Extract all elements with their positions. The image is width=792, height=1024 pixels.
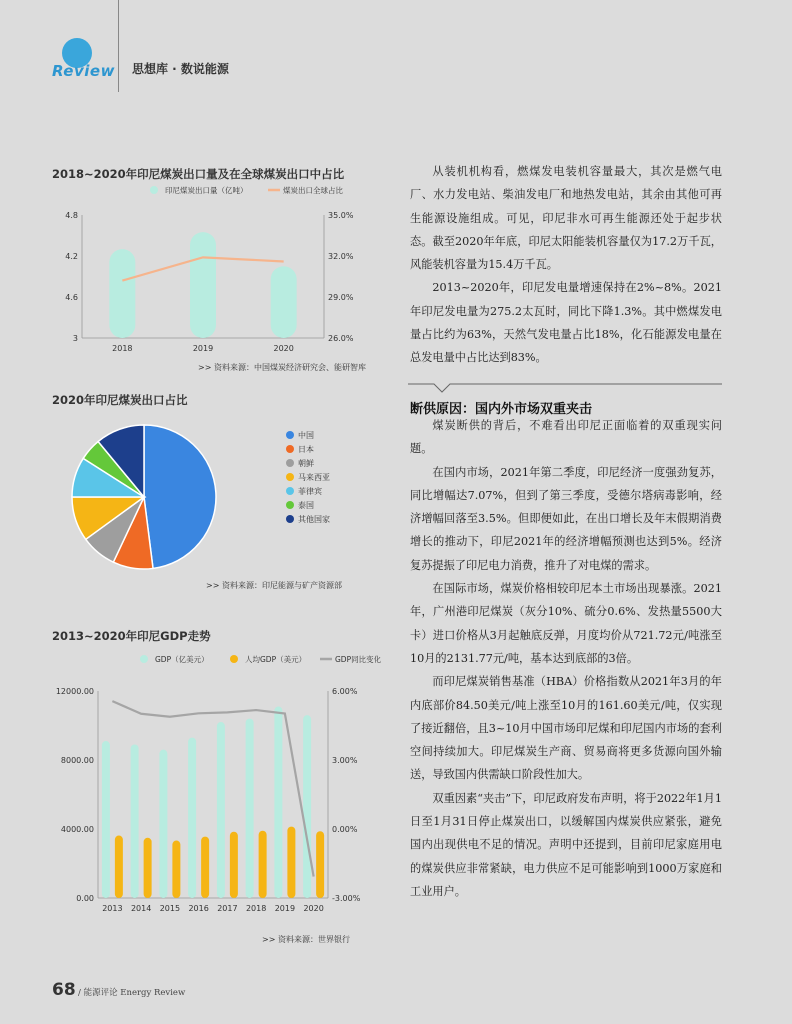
bar <box>131 744 139 898</box>
legend-swatch <box>230 655 238 663</box>
footer-text: / 能源评论 Energy Review <box>78 988 186 998</box>
y2-tick-label: 29.0% <box>328 293 354 302</box>
bar <box>144 838 152 898</box>
legend-label: 菲律宾 <box>298 487 322 496</box>
y-tick-label: 4000.00 <box>60 825 94 834</box>
legend-swatch <box>286 473 294 481</box>
chart1-svg <box>52 180 392 380</box>
bar <box>190 232 216 338</box>
legend-label: 煤炭出口全球占比 <box>283 186 343 195</box>
bar <box>109 249 135 338</box>
legend-label: 其他国家 <box>298 515 330 524</box>
body-column-bottom <box>410 414 722 903</box>
legend-swatch <box>286 459 294 467</box>
bar <box>230 832 238 898</box>
paragraph: 双重因素“夹击”下，印尼政府发布声明，将于2022年1月1日至1月31日停止煤炭出口，以缓解国内煤炭供应紧张，避免国内出现供电不足的情况。声明中还提到，目前印尼家庭用电的煤炭供应非常紧缺，电力供应不足可能影响到1000万家庭和工业用户。 <box>410 791 722 898</box>
chart2-title: 2020年印尼煤炭出口占比 <box>52 393 188 407</box>
bar <box>303 715 311 898</box>
bar <box>172 841 180 898</box>
legend-label: 日本 <box>298 445 314 454</box>
bar <box>259 831 267 898</box>
bar <box>287 827 295 898</box>
y2-tick-label: 26.0% <box>328 334 354 343</box>
bar <box>188 738 196 898</box>
y-tick-label: 4.2 <box>65 252 78 261</box>
paragraph: 在国内市场，2021年第二季度，印尼经济一度强劲复苏，同比增幅达7.07%，但到了第三季度，受德尔塔病毒影响，经济增幅回落至3.5%。但即便如此，在出口增长及年末假期消费增长的推动下，印尼2021年的经济增幅预测也达到5%。经济复苏提振了印尼电力消费，推升了对电煤的需求。 <box>410 465 722 572</box>
legend-label: GDP同比变化 <box>335 655 382 664</box>
x-tick-label: 2018 <box>245 904 267 913</box>
legend-swatch <box>286 431 294 439</box>
chart2-source: >> 资料来源：印尼能源与矿产资源部 <box>206 581 342 590</box>
bar <box>274 707 282 898</box>
legend-swatch <box>286 445 294 453</box>
x-tick-label: 2019 <box>192 344 214 353</box>
y2-tick-label: 35.0% <box>328 211 354 220</box>
legend-swatch <box>286 487 294 495</box>
section-heading: 断供原因：国内外市场双重夹击 <box>410 402 593 417</box>
y2-tick-label: 3.00% <box>332 756 358 765</box>
y-tick-label: 8000.00 <box>60 756 94 765</box>
series-line <box>112 701 313 876</box>
legend-label: 人均GDP（美元） <box>245 655 307 664</box>
chart3-svg <box>52 644 392 924</box>
x-tick-label: 2019 <box>274 904 296 913</box>
x-tick-label: 2020 <box>303 904 324 913</box>
bar <box>271 266 297 338</box>
chart2-svg <box>52 410 392 580</box>
section-divider <box>408 382 722 396</box>
page-number: 68 <box>52 980 76 1000</box>
y2-tick-label: 6.00% <box>332 687 358 696</box>
y-tick-label: 4.8 <box>65 211 78 220</box>
x-tick-label: 2013 <box>102 904 123 913</box>
section-title: 思想库 · 数说能源 <box>132 62 229 76</box>
bar <box>316 831 324 898</box>
legend-swatch <box>286 501 294 509</box>
x-tick-label: 2015 <box>159 904 181 913</box>
bar <box>159 750 167 898</box>
pie-slice <box>144 425 216 568</box>
legend-label: GDP（亿美元） <box>155 655 209 664</box>
legend-swatch <box>140 655 148 663</box>
header-rule <box>118 0 119 92</box>
y2-tick-label: -3.00% <box>332 894 361 903</box>
chart3-source: >> 资料来源：世界银行 <box>262 935 350 944</box>
chart1-title: 2018~2020年印尼煤炭出口量及在全球煤炭出口中占比 <box>52 167 345 181</box>
body-column-top <box>410 160 722 370</box>
x-tick-label: 2018 <box>112 344 133 353</box>
y-tick-label: 0.00 <box>76 894 94 903</box>
legend-label: 印尼煤炭出口量（亿吨） <box>165 186 248 195</box>
legend-swatch <box>286 515 294 523</box>
legend-label: 马来西亚 <box>298 473 330 482</box>
logo-text: Review <box>52 62 115 80</box>
legend-label: 中国 <box>298 431 314 440</box>
y2-tick-label: 0.00% <box>332 825 358 834</box>
paragraph: 在国际市场，煤炭价格相较印尼本土市场出现暴涨。2021年，广州港印尼煤炭（灰分10%、硫分0.6%、发热量5500大卡）进口价格从3月起触底反弹，月度均价从721.72元/吨涨至10月的2131.77元/吨，基本达到底部的3倍。 <box>410 582 722 665</box>
bar <box>102 741 110 898</box>
bar <box>201 837 209 898</box>
chart1-source: >> 资料来源：中国煤炭经济研究会、能研智库 <box>198 363 366 372</box>
legend-swatch <box>150 186 158 194</box>
paragraph: 而印尼煤炭销售基准（HBA）价格指数从2021年3月的年内底部价84.50美元/吨上涨至10月的161.60美元/吨，仅实现了接近翻倍，且3~10月中国市场印尼煤和印尼国内市场的套利空间持续加大。印尼煤炭生产商、贸易商将更多货源向国外输送，导致国内供需缺口阶段性加大。 <box>410 675 722 782</box>
bar <box>217 722 225 898</box>
chart3-title: 2013~2020年印尼GDP走势 <box>52 629 211 643</box>
x-tick-label: 2017 <box>217 904 238 913</box>
x-tick-label: 2014 <box>130 904 152 913</box>
x-tick-label: 2016 <box>188 904 209 913</box>
y-tick-label: 3 <box>72 334 78 343</box>
paragraph: 从装机机构看，燃煤发电装机容量最大，其次是燃气电厂、水力发电站、柴油发电厂和地热发电站，其余由其他可再生能源设施组成。可见，印尼非水可再生能源还处于起步状态。截至2020年年底，印尼太阳能装机容量仅为17.2万千瓦，风能装机容量为15.4万千瓦。 <box>410 165 722 272</box>
paragraph: 2013~2020年，印尼发电量增速保持在2%~8%。2021年印尼发电量为275.2太瓦时，同比下降1.3%。其中燃煤发电量占比约为63%，天然气发电量占比18%，化石能源发电量在总发电量中占比达到83%。 <box>410 281 722 365</box>
x-tick-label: 2020 <box>273 344 294 353</box>
y2-tick-label: 32.0% <box>328 252 354 261</box>
y-tick-label: 12000.00 <box>55 687 94 696</box>
legend-label: 泰国 <box>298 501 314 510</box>
y-tick-label: 4.6 <box>65 293 78 302</box>
paragraph: 煤炭断供的背后，不难看出印尼正面临着的双重现实问题。 <box>410 419 722 456</box>
bar <box>246 719 254 898</box>
legend-label: 朝鲜 <box>298 459 314 468</box>
bar <box>115 836 123 898</box>
